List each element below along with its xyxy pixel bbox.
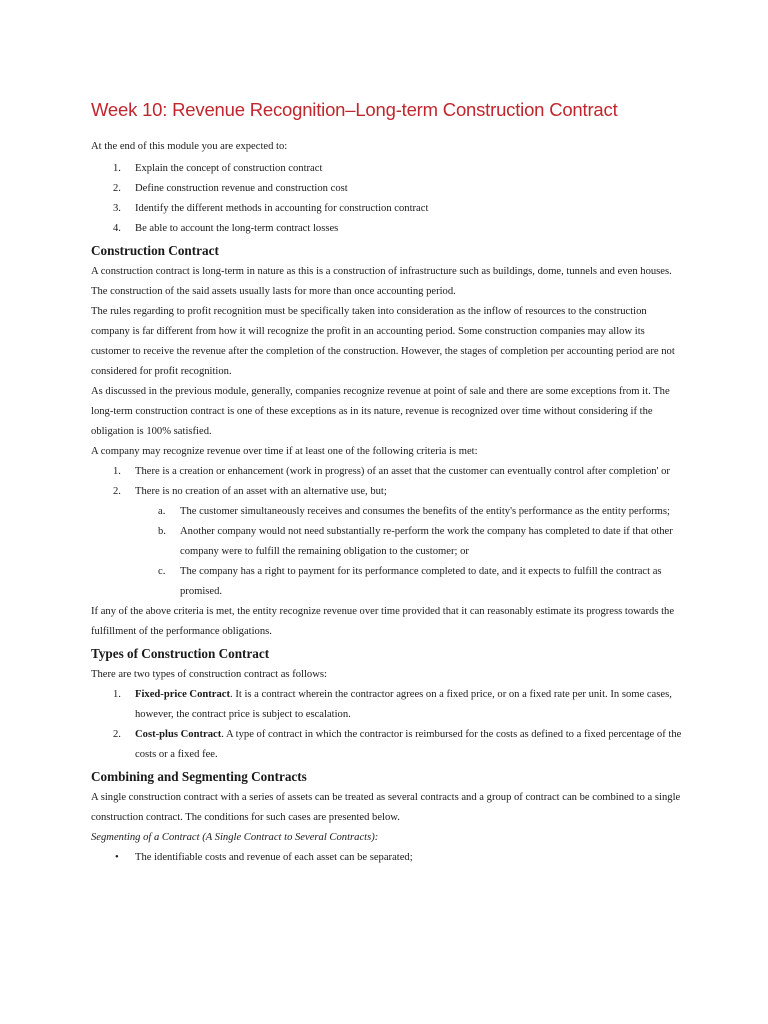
list-item: 4. Be able to account the long-term contract losses bbox=[113, 223, 339, 234]
sub-list-item: b. Another company would not need substantially re-perform the work the company has completed to date if that other company were to fulfill the remaining obligation to the customer; or bbox=[158, 526, 673, 557]
list-item: 2. Define construction revenue and construction cost bbox=[113, 183, 348, 194]
paragraph: A company may recognize revenue over time if at least one of the following criteria is met: bbox=[91, 446, 478, 457]
paragraph: If any of the above criteria is met, the entity recognize revenue over time provided that it can reasonably estimate its progress towards the fulfillment of the performance obligations. bbox=[91, 606, 675, 637]
list-item: 3. Identify the different methods in accounting for construction contract bbox=[113, 203, 429, 214]
page-title: Week 10: Revenue Recognition–Long-term Construction Contract bbox=[91, 99, 618, 120]
section-heading-combining: Combining and Segmenting Contracts bbox=[91, 769, 307, 784]
section-heading-construction-contract: Construction Contract bbox=[91, 243, 219, 258]
intro-text: At the end of this module you are expected to: bbox=[91, 141, 288, 152]
sub-list-item: a. The customer simultaneously receives and consumes the benefits of the entity's performance as the entity performs; bbox=[158, 506, 670, 517]
list-item: 1. There is a creation or enhancement (work in progress) of an asset that the customer can eventually control after completion' or bbox=[113, 466, 670, 477]
criteria-list bbox=[91, 462, 683, 602]
paragraph: There are two types of construction contract as follows: bbox=[91, 669, 327, 680]
term: Cost-plus Contract bbox=[135, 729, 222, 740]
list-item: 2. Cost-plus Contract. A type of contract in which the contractor is reimbursed for the costs as defined to a fixed percentage of the costs or a fixed fee. bbox=[113, 729, 682, 760]
paragraph: The rules regarding to profit recognition must be specifically taken into consideration as the inflow of resources to the construction company is far different from how it will recognize the profit in an accounting period. Some construction companies may allow its customer to receive the revenue after the completion of the construction. However, the stages of completion per accounting period are not considered for profit recognition. bbox=[91, 306, 675, 377]
subheading: Segmenting of a Contract (A Single Contract to Several Contracts): bbox=[91, 832, 379, 843]
objectives-list bbox=[91, 159, 683, 239]
term: Fixed-price Contract bbox=[135, 689, 231, 700]
bullet-list bbox=[91, 848, 683, 868]
paragraph: As discussed in the previous module, generally, companies recognize revenue at point of sale and there are some exceptions from it. The long-term construction contract is one of these exceptions as in its nature, revenue is recognized over time without considering if the obligation is 100% satisfied. bbox=[91, 386, 670, 437]
list-item: 2. There is no creation of an asset with an alternative use, but; bbox=[113, 486, 387, 497]
bullet-icon: • bbox=[115, 852, 119, 863]
list-item: 1. Fixed-price Contract. It is a contract wherein the contractor agrees on a fixed price, or on a fixed rate per unit. In some cases, however, the contract price is subject to escalation. bbox=[113, 689, 672, 720]
list-item: • The identifiable costs and revenue of each asset can be separated; bbox=[91, 848, 683, 868]
sub-list-item: c. The company has a right to payment for its performance completed to date, and it expects to fulfill the contract as promised. bbox=[158, 566, 662, 597]
section-heading-types: Types of Construction Contract bbox=[91, 646, 270, 661]
paragraph: A single construction contract with a series of assets can be treated as several contracts and a group of contract can be combined to a single construction contract. The conditions for such cases are presented below. bbox=[91, 792, 681, 823]
types-list bbox=[91, 685, 683, 765]
paragraph: A construction contract is long-term in nature as this is a construction of infrastructure such as buildings, dome, tunnels and even houses. The construction of the said assets usually lasts for more than once accounting period. bbox=[91, 266, 672, 297]
document-body bbox=[91, 130, 683, 868]
list-item: 1. Explain the concept of construction contract bbox=[113, 163, 323, 174]
